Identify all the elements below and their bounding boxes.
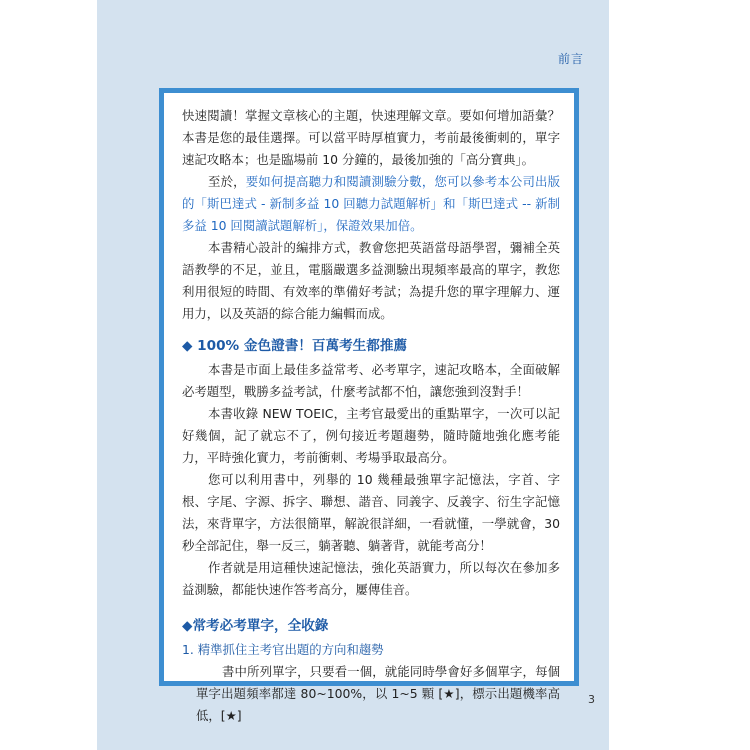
intro-paragraph-2-highlight: 要如何提高聽力和閱讀測驗分數，您可以參考本公司出版的「斯巴達式 - 新制多益 10 回聽力試題解析」和「斯巴達式 -- 新制多益 10 回閱讀試題解析」，保證效果加倍。 bbox=[182, 174, 560, 233]
section1-paragraph-3: 您可以利用書中，列舉的 10 幾種最強單字記憶法，字首、字根、字尾、字源、拆字、聯想、諧音、同義字、反義字、衍生字記憶法，來背單字，方法很簡單，解說很詳細，一看就懂，一學就會，30 秒全部記住，舉一反三，躺著聽、躺著背，就能考高分！ bbox=[182, 472, 560, 553]
section2-paragraph-1: 書中所列單字，只要看一個，就能同時學會好多個單字，每個單字出題頻率都達 80~100%，以 1~5 顆 [★]，標示出題機率高低，[★] bbox=[196, 664, 560, 723]
intro-paragraph-2-lead: 至於， bbox=[208, 174, 246, 189]
section1-paragraph-4: 作者就是用這種快速記憶法，強化英語實力，所以每次在參加多益測驗，都能快速作答考高分，屢傳佳音。 bbox=[182, 560, 560, 597]
intro-paragraph-2 bbox=[182, 171, 560, 237]
section-heading-vocabulary: ◆常考必考單字，全收錄 bbox=[182, 618, 329, 634]
section1-paragraph-2: 本書收錄 NEW TOEIC，主考官最愛出的重點單字，一次可以記好幾個，記了就忘不了，例句接近考題趨勢，隨時隨地強化應考能力，平時強化實力，考前衝刺、考場爭取最高分。 bbox=[182, 406, 560, 465]
running-head: 前言 bbox=[558, 52, 585, 66]
intro-paragraph-3: 本書精心設計的編排方式，教會您把英語當母語學習，彌補全英語教學的不足，並且，電腦嚴選多益測驗出現頻率最高的單字，教您利用很短的時間、有效率的準備好考試；為提升您的單字理解力、運用力，以及英語的綜合能力編輯而成。 bbox=[182, 240, 560, 321]
subheading-exam-trends: 1. 精準抓住主考官出題的方向和趨勢 bbox=[182, 642, 384, 657]
section-heading-gold-certificate: ◆ 100% 金色證書！百萬考生都推薦 bbox=[182, 338, 408, 354]
intro-paragraph-1: 快速閱讀！掌握文章核心的主題，快速理解文章。要如何增加語彙？本書是您的最佳選擇。可以當平時厚植實力，考前最後衝刺的，單字速記攻略本；也是臨場前 10 分鐘的，最後加強的「高分寶典」。 bbox=[182, 108, 560, 167]
section1-paragraph-1: 本書是市面上最佳多益常考、必考單字，速記攻略本，全面破解必考題型，戰勝多益考試，什麼考試都不怕，讓您強到沒對手！ bbox=[182, 362, 560, 399]
content-card bbox=[159, 88, 579, 723]
page-number: 3 bbox=[588, 693, 595, 706]
